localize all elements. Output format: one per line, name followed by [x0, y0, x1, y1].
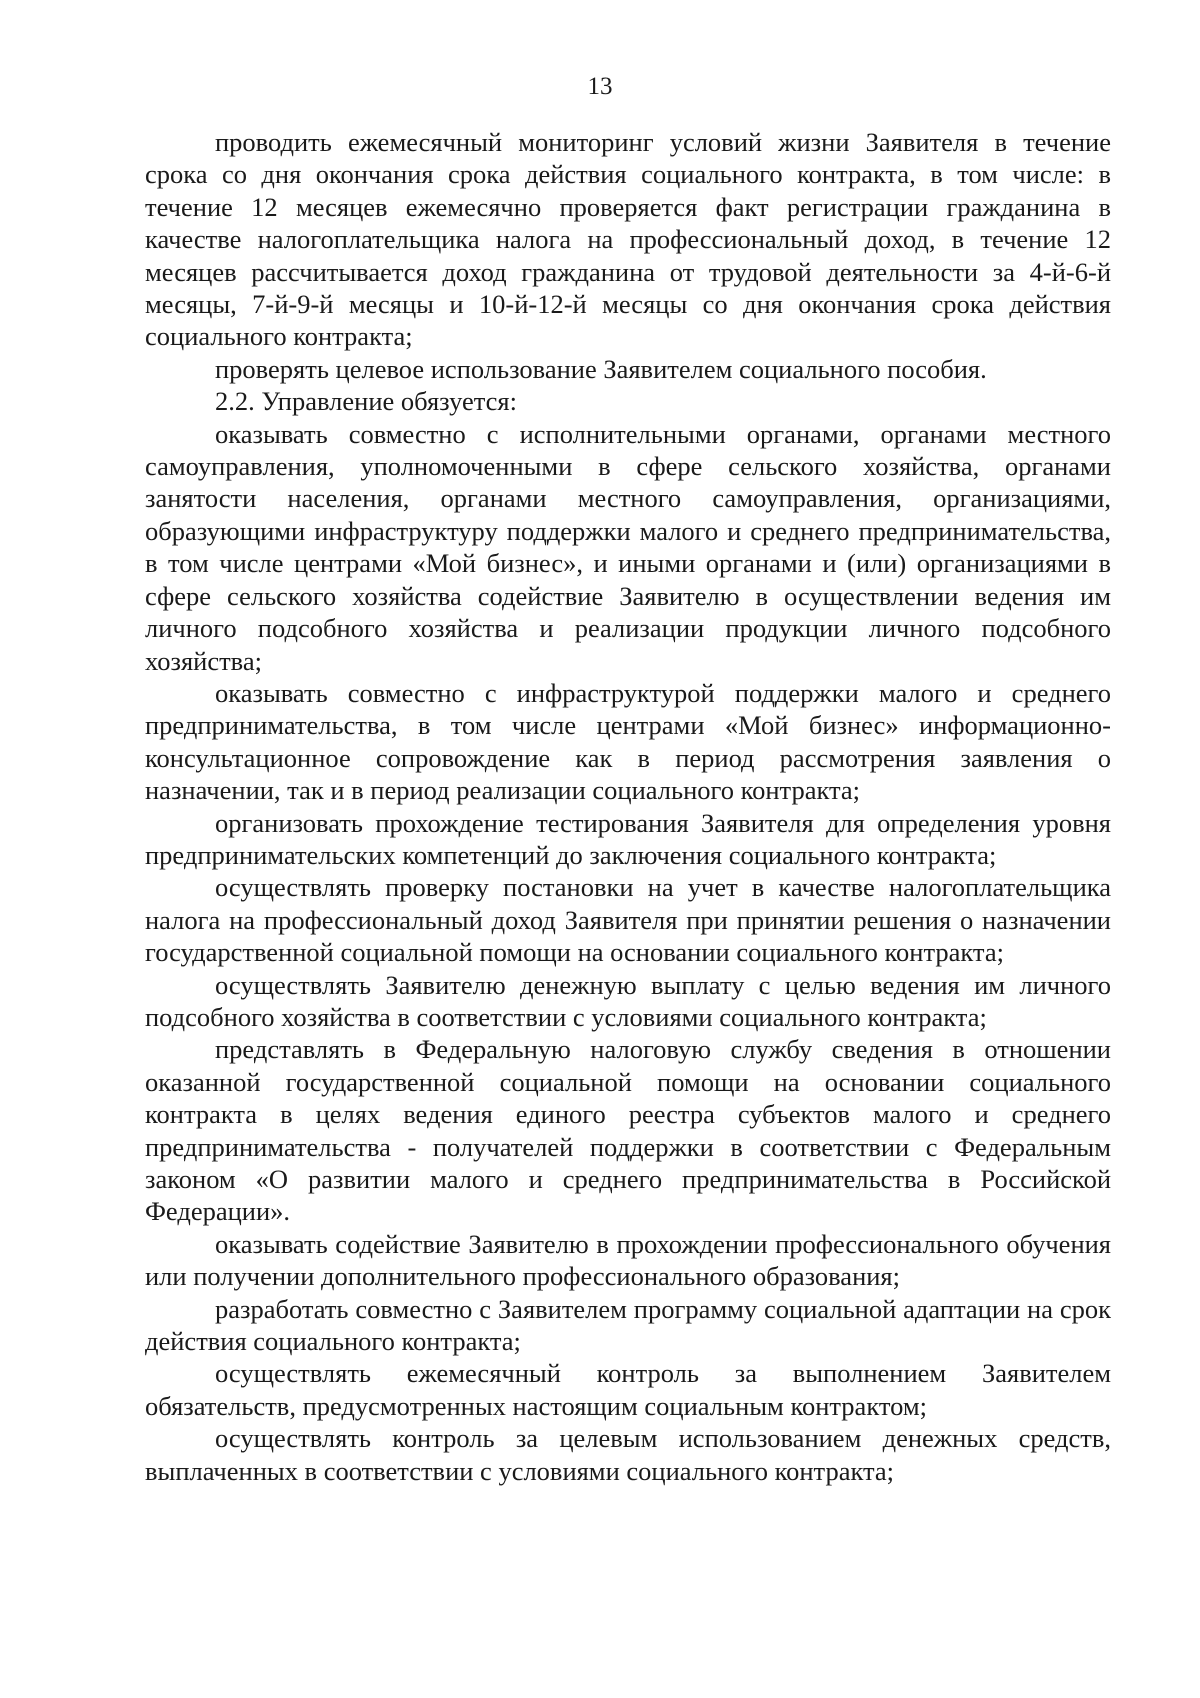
paragraph-funds-control: осуществлять контроль за целевым использованием денежных средств, выплаченных в соответствии с условиями социального контракта;	[145, 1423, 1111, 1486]
paragraph-check-usage: проверять целевое использование Заявителем социального пособия.	[215, 353, 987, 384]
paragraph-assist-farming: оказывать совместно с исполнительными органами, органами местного самоуправления, уполномоченными в сфере сельского хозяйства, органами занятости населения, органами местного самоуправления, организациями, образующими инфраструктуру поддержки малого и среднего предпринимательства, в том числе центрами «Мой бизнес», и иными органами и (или) организациями в сфере сельского хозяйства содействие Заявителю в осуществлении ведения им личного подсобного хозяйства и реализации продукции личного подсобного хозяйства;	[145, 418, 1111, 676]
paragraph-adaptation-program: разработать совместно с Заявителем программу социальной адаптации на срок действия социального контракта;	[145, 1293, 1111, 1357]
paragraph-monitoring: проводить ежемесячный мониторинг условий жизни Заявителя в течение срока со дня окончания срока действия социального контракта, в том числе: в течение 12 месяцев ежемесячно проверяется факт регистрации гражданина в качестве налогоплательщика налога на профессиональный доход, в течение 12 месяцев рассчитывается доход гражданина от трудовой деятельности за 4-й-6-й месяцы, 7-й-9-й месяцы и 10-й-12-й месяцы со дня окончания срока действия социального контракта;	[145, 127, 1111, 352]
page-number: 13	[587, 73, 613, 100]
paragraph-testing: организовать прохождение тестирования Заявителя для определения уровня предпринимательских компетенций до заключения социального контракта;	[145, 807, 1111, 870]
paragraph-cash-payment: осуществлять Заявителю денежную выплату с целью ведения им личного подсобного хозяйства в соответствии с условиями социального контракта;	[145, 969, 1111, 1032]
paragraph-training-assistance: оказывать содействие Заявителю в прохождении профессионального обучения или получении дополнительного профессионального образования;	[145, 1228, 1111, 1292]
document-body	[145, 126, 1111, 1487]
paragraph-consulting-support: оказывать совместно с инфраструктурой поддержки малого и среднего предпринимательства, в том числе центрами «Мой бизнес» информационно-консультационное сопровождение как в период рассмотрения заявления о назначении, так и в период реализации социального контракта;	[145, 677, 1111, 806]
paragraph-tax-service-report: представлять в Федеральную налоговую службу сведения в отношении оказанной государственной социальной помощи на основании социального контракта в целях ведения единого реестра субъектов малого и среднего предпринимательства - получателей поддержки в соответствии с Федеральным законом «О развитии малого и среднего предпринимательства в Российской Федерации».	[145, 1034, 1111, 1227]
section-heading-2-2: 2.2. Управление обязуется:	[215, 386, 517, 417]
paragraph-monthly-control: осуществлять ежемесячный контроль за выполнением Заявителем обязательств, предусмотренных настоящим социальным контрактом;	[145, 1358, 1111, 1421]
paragraph-tax-registration-check: осуществлять проверку постановки на учет в качестве налогоплательщика налога на профессиональный доход Заявителя при принятии решения о назначении государственной социальной помощи на основании социального контракта;	[145, 872, 1111, 968]
